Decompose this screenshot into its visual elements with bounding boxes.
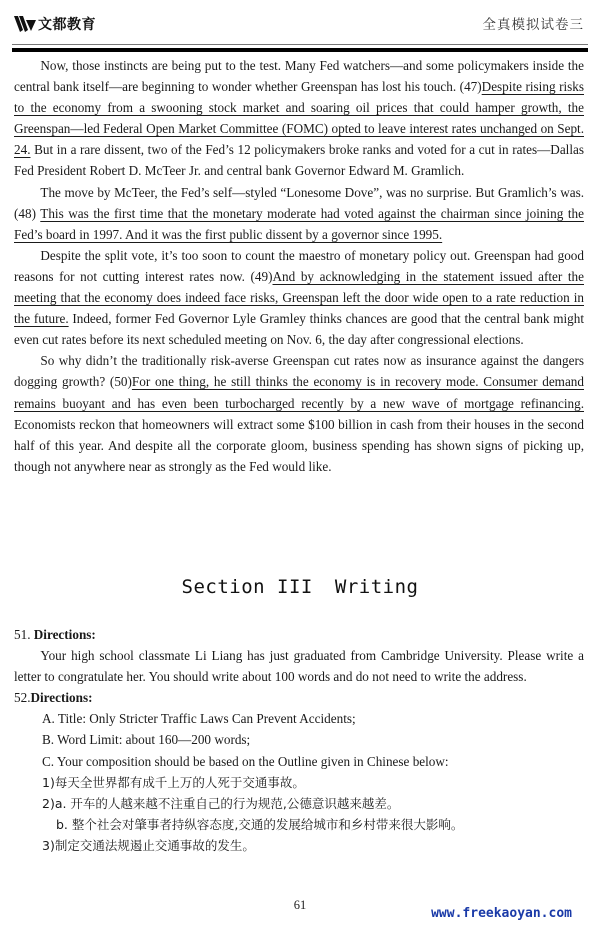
watermark-url[interactable]: www.freekaoyan.com	[431, 906, 572, 921]
outline-item-2a: 2)a. 开车的人越来越不注重自己的行为规范,公德意识越来越差。	[42, 795, 400, 811]
logo-text: 文都教育	[38, 17, 96, 33]
paragraph-2	[14, 182, 584, 245]
section-heading	[0, 576, 600, 598]
page-number: 61	[293, 898, 307, 912]
directions-label: Directions:	[30, 690, 93, 706]
text: Economists reckon that homeowners will extract some $100 billion in cash from their houses in the second half of this year. And despite all the corporate gloom, business spending has shown signs of picking up, though not anywhere near as strongly as the Fed would like.	[14, 416, 584, 474]
text: Despite the split vote, it’s too soon to count the maestro of monetary policy out. Greenspan had good reasons for not cutting interest rates now. (49)	[14, 247, 584, 284]
logo-w-icon	[14, 16, 36, 32]
question-number: 52.	[14, 690, 31, 706]
q51-heading	[14, 624, 584, 645]
text: Now, those instincts are being put to the test. Many Fed watchers—and some policymakers inside the central bank itself—are beginning to wonder whether Greenspan has lost his touch. (47)	[14, 58, 584, 95]
translation-49: And by acknowledging in the statement issued after the meeting that the economy does indeed face risks, Greenspan left the door wide open to a rate reduction in the future.	[14, 268, 584, 327]
section-name: Writing	[334, 576, 419, 598]
q52-heading	[14, 687, 584, 708]
text: The move by McTeer, the Fed’s self—styled “Lonesome Dove”, was no surprise. But Gramlich’s was. (48)	[14, 184, 584, 221]
paragraph-1	[14, 55, 584, 182]
paragraph-3	[14, 245, 584, 350]
logo	[14, 14, 96, 34]
text: Indeed, former Fed Governor Lyle Gramley thinks chances are good that the central bank might even cut rates before its next scheduled meeting on Nov. 6, the day after congressional elections.	[14, 311, 584, 348]
q52-item-a: A. Title: Only Stricter Traffic Laws Can Prevent Accidents;	[42, 711, 356, 727]
header-rule-thick	[12, 48, 588, 52]
directions-label: Directions:	[33, 627, 96, 642]
exam-title: 全真模拟试卷三	[482, 17, 584, 33]
q52-item-c: C. Your composition should be based on the Outline given in Chinese below:	[42, 753, 449, 769]
outline-item-3: 3)制定交通法规遏止交通事故的发生。	[42, 837, 255, 853]
outline-item-2b: b. 整个社会对肇事者持纵容态度,交通的发展给城市和乡村带来很大影响。	[56, 816, 464, 832]
outline-item-1: 1)每天全世界都有成千上万的人死于交通事故。	[42, 774, 305, 790]
reading-passage	[14, 55, 584, 477]
q51-text: Your high school classmate Li Liang has just graduated from Cambridge University. Please write a letter to congratulate her. You should write about 100 words and do not need to write the address.	[14, 648, 584, 685]
writing-section	[14, 624, 584, 856]
page-header	[12, 10, 588, 50]
translation-47: Despite rising risks to the economy from a swooning stock market and soaring oil prices that could hamper growth, the Greenspan—led Federal Open Market Committee (FOMC) opted to leave interest rates unchanged on Sept. 24.	[14, 79, 584, 158]
section-number: Section III	[181, 576, 313, 598]
header-rule-thin	[12, 44, 588, 45]
question-number: 51.	[14, 627, 31, 642]
paragraph-4	[14, 350, 584, 477]
q52-item-b: B. Word Limit: about 160—200 words;	[42, 732, 251, 748]
translation-50: For one thing, he still thinks the economy is in recovery mode. Consumer demand remains buoyant and has even been turbocharged recently by a new wave of mortgage refinancing.	[14, 374, 584, 411]
text: So why didn’t the traditionally risk-averse Greenspan cut rates now as insurance against the dangers dogging growth? (50)	[14, 353, 584, 390]
translation-48: This was the first time that the monetary moderate had voted against the chairman since joining the Fed’s board in 1997. And it was the first public dissent by a governor since 1995.	[14, 205, 584, 242]
text: But in a rare dissent, two of the Fed’s 12 policymakers broke ranks and voted for a cut in rates—Dallas Fed President Robert D. McTeer Jr. and central bank Governor Edward M. Gramlich.	[14, 142, 584, 179]
